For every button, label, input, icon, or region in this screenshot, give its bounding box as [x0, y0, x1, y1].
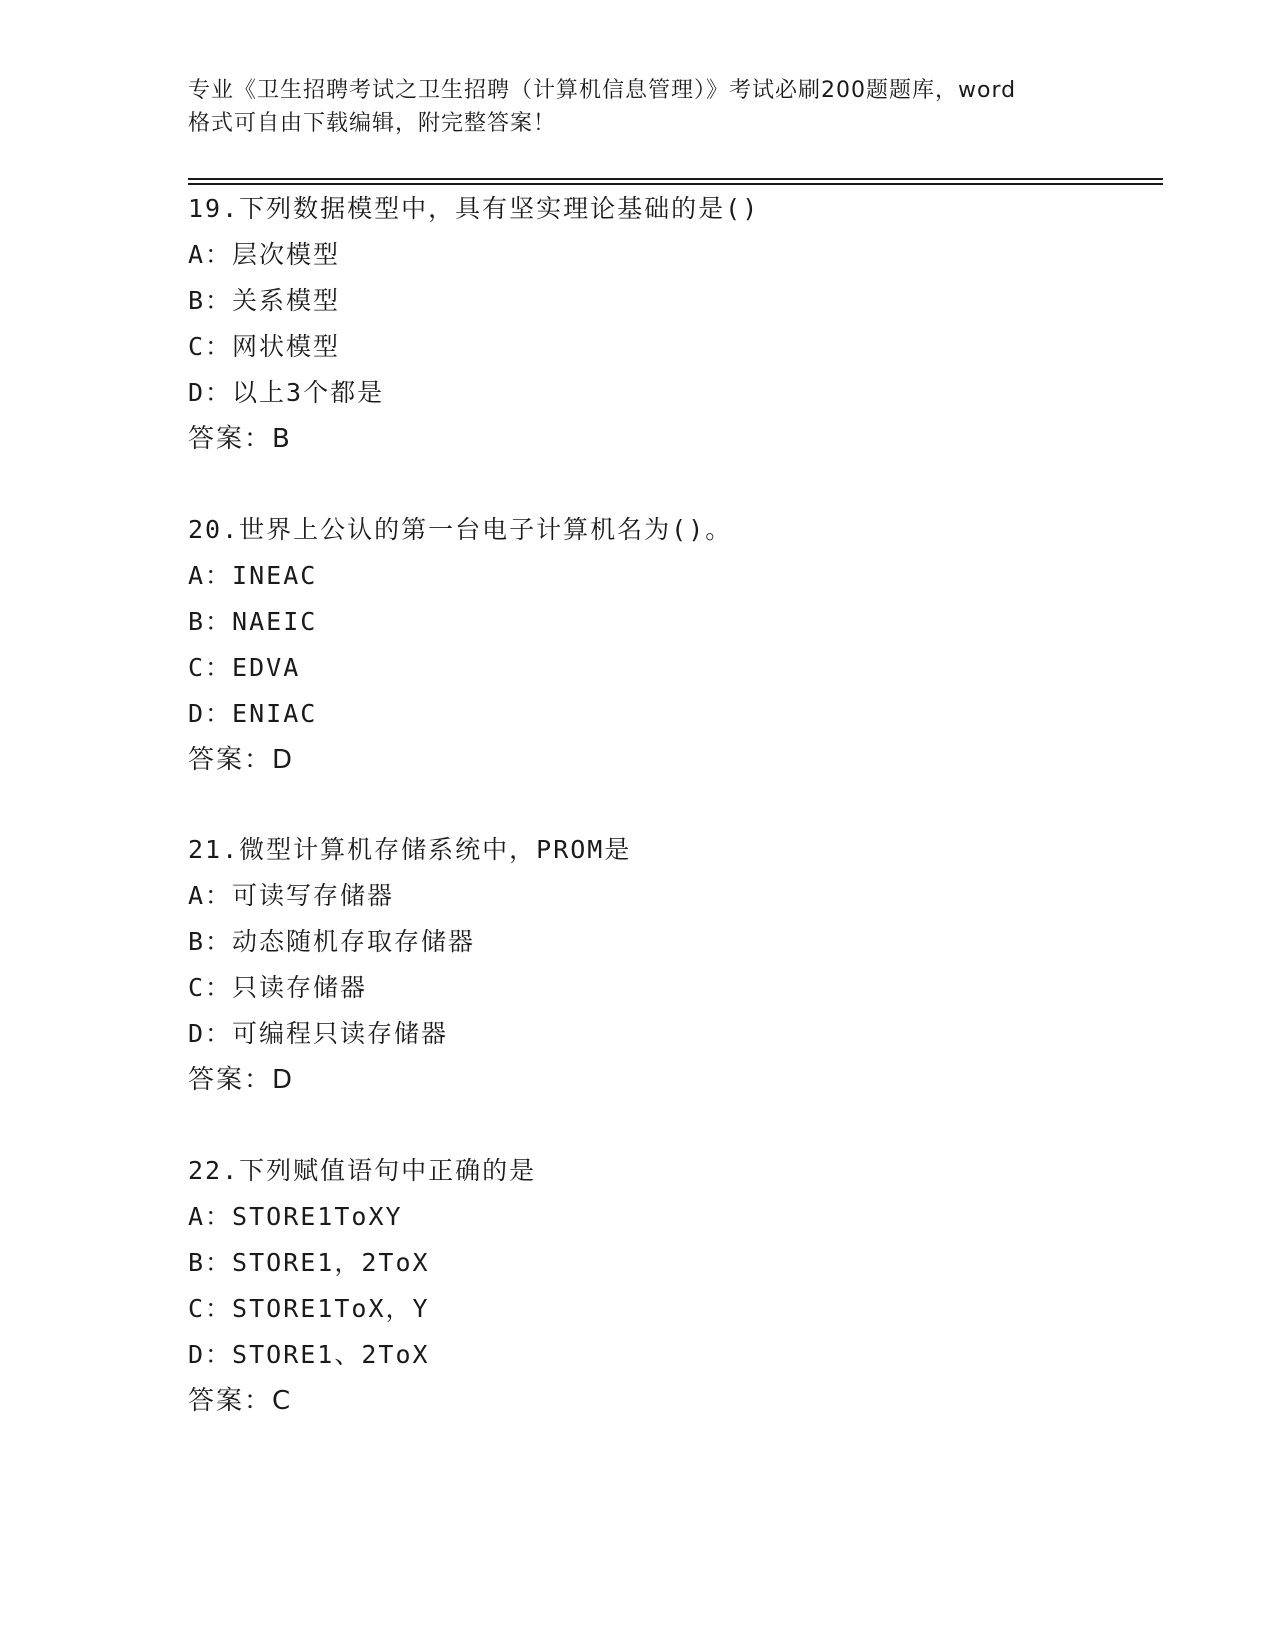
header-divider-top [188, 178, 1163, 180]
option-b: B：动态随机存取存储器 [188, 927, 476, 956]
option-b: B：STORE1，2ToX [188, 1248, 430, 1277]
option-d: D：可编程只读存储器 [188, 1019, 449, 1048]
question-stem: 21.微型计算机存储系统中，PROM是 [188, 835, 632, 864]
header-line-1: 专业《卫生招聘考试之卫生招聘（计算机信息管理）》考试必刷200题题库，word [188, 78, 1017, 103]
option-c: C：网状模型 [188, 332, 341, 361]
question-stem: 19.下列数据模型中，具有坚实理论基础的是() [188, 194, 760, 223]
option-c: C：EDVA [188, 653, 301, 682]
option-c: C：只读存储器 [188, 973, 368, 1002]
header-line-2: 格式可自由下载编辑，附完整答案！ [188, 111, 557, 136]
option-b: B：NAEIC [188, 607, 318, 636]
option-a: A：可读写存储器 [188, 881, 395, 910]
question-block [188, 507, 1148, 783]
option-c: C：STORE1ToX，Y [188, 1294, 430, 1323]
answer-line: 答案：C [188, 1386, 293, 1416]
question-block [188, 186, 1148, 462]
option-a: A：STORE1ToXY [188, 1202, 403, 1231]
answer-line: 答案：D [188, 1065, 295, 1095]
document-header [188, 74, 1098, 140]
option-a: A：层次模型 [188, 240, 341, 269]
header-divider-bottom [188, 183, 1163, 185]
option-d: D：以上3个都是 [188, 378, 385, 407]
question-stem: 20.世界上公认的第一台电子计算机名为()。 [188, 515, 733, 544]
option-a: A：INEAC [188, 561, 318, 590]
answer-line: 答案：B [188, 424, 292, 454]
option-d: D：ENIAC [188, 699, 318, 728]
question-block [188, 827, 1148, 1103]
option-b: B：关系模型 [188, 286, 341, 315]
option-d: D：STORE1、2ToX [188, 1340, 430, 1369]
answer-line: 答案：D [188, 745, 295, 775]
question-block [188, 1148, 1148, 1424]
question-stem: 22.下列赋值语句中正确的是 [188, 1156, 537, 1185]
